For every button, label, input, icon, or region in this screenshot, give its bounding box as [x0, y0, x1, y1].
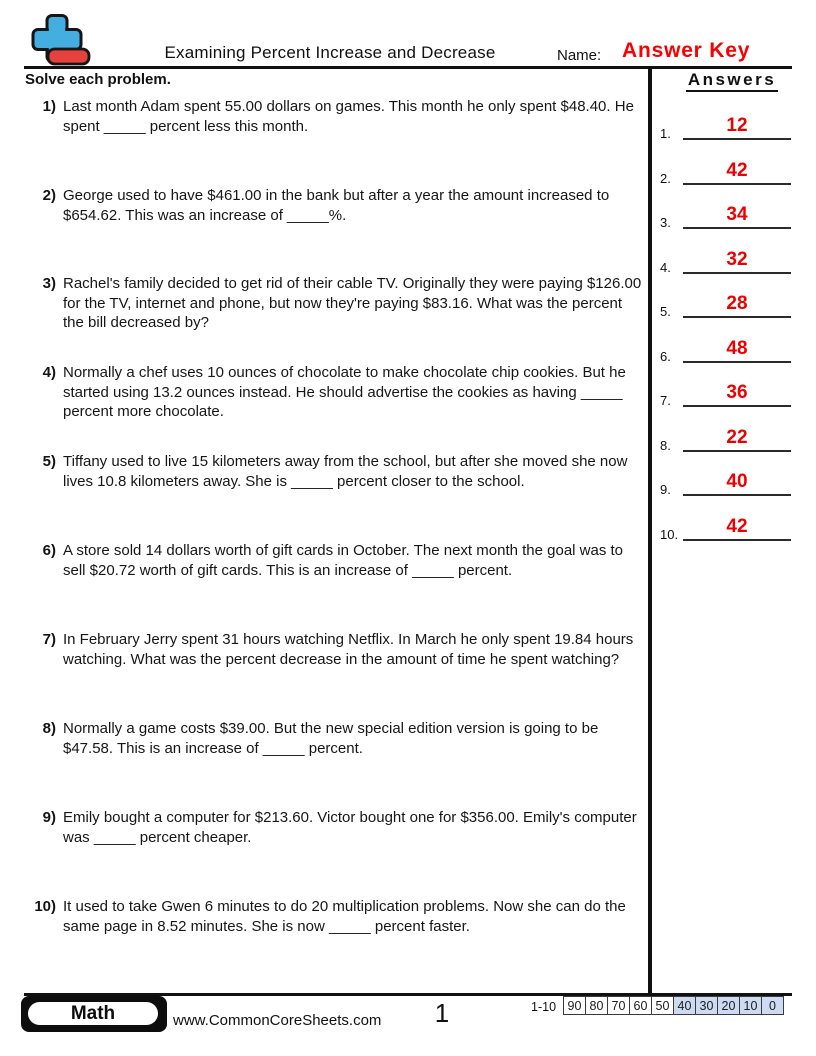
- answer-blank-line: [683, 450, 791, 452]
- problem-number: 4): [42, 364, 56, 381]
- problem-text: Last month Adam spent 55.00 dollars on games. This month he only spent $48.40. He spent _____ percent less this month.: [63, 98, 634, 135]
- answer-blank-line: [683, 405, 791, 407]
- problem-text: Tiffany used to live 15 kilometers away from the school, but after she moved she now lives 10.8 kilometers away. She is _____ percent closer to the school.: [63, 453, 628, 490]
- problem-item-5: [30, 452, 646, 491]
- answer-blank-line: [683, 494, 791, 496]
- answer-row-2: [657, 155, 807, 185]
- answer-number: 3.: [660, 215, 671, 230]
- answer-blank-line: [683, 183, 791, 185]
- answer-value: 42: [726, 159, 748, 181]
- subject-badge: [21, 996, 167, 1032]
- answer-value: 34: [726, 204, 748, 225]
- answer-blank-line: [683, 227, 791, 229]
- problem-item-1: [30, 97, 646, 136]
- answer-number: 4.: [660, 259, 671, 275]
- score-cell: 20: [717, 996, 740, 1015]
- answer-blank-line: [683, 316, 791, 318]
- problem-number: 7): [42, 631, 56, 648]
- header-divider-line: [24, 66, 792, 69]
- problem-text: A store sold 14 dollars worth of gift cards in October. The next month the goal was to sell $20.72 worth of gift cards. This is an increase of _____ percent.: [63, 542, 624, 579]
- problem-item-8: [30, 719, 646, 758]
- score-cell: 80: [585, 996, 608, 1015]
- problem-number: 10): [34, 898, 56, 915]
- answer-number: 6.: [660, 348, 671, 364]
- answers-column-divider: [648, 66, 652, 994]
- score-cell: 90: [563, 996, 586, 1015]
- answer-row-6: [657, 333, 807, 363]
- problem-item-6: [30, 541, 646, 580]
- answer-row-3: [657, 199, 807, 229]
- answer-row-4: [657, 244, 807, 274]
- answer-value: 12: [726, 115, 748, 136]
- problem-text: It used to take Gwen 6 minutes to do 20 multiplication problems. Now she can do the same page in 8.52 minutes. She is now _____ percent faster.: [63, 898, 626, 935]
- score-cell: 70: [607, 996, 630, 1015]
- answer-blank-line: [683, 539, 791, 541]
- page-title: Examining Percent Increase and Decrease: [164, 43, 496, 62]
- answer-value: 40: [726, 471, 748, 492]
- problem-number: 2): [42, 187, 56, 204]
- score-grid: [563, 996, 783, 1015]
- score-cell: 10: [739, 996, 762, 1015]
- problem-text: Normally a chef uses 10 ounces of chocolate to make chocolate chip cookies. But he started using 13.2 ounces instead. He should advertise the cookies as having _____ percent more chocolate.: [63, 364, 626, 421]
- problem-item-4: [30, 363, 646, 422]
- instructions-text: Solve each problem.: [25, 71, 171, 88]
- answer-blank-line: [683, 361, 791, 363]
- problem-text: Normally a game costs $39.00. But the new special edition version is going to be $47.58. This is an increase of _____ percent.: [63, 720, 599, 757]
- score-cell: 30: [695, 996, 718, 1015]
- answer-value: 22: [726, 426, 748, 448]
- answer-row-5: [657, 288, 807, 318]
- problem-text: Rachel's family decided to get rid of their cable TV. Originally they were paying $126.00 for the TV, internet and phone, but now they're paying $83.16. What was the percent the bill decreased by?: [63, 275, 642, 332]
- problem-text: Emily bought a computer for $213.60. Victor bought one for $356.00. Emily's computer was _____ percent cheaper.: [63, 809, 637, 846]
- subject-label: Math: [28, 1002, 158, 1025]
- answer-number: 2.: [660, 170, 671, 186]
- answer-value: 48: [726, 337, 748, 359]
- problem-number: 6): [42, 542, 56, 559]
- answer-value: 28: [726, 293, 748, 314]
- problem-text: In February Jerry spent 31 hours watching Netflix. In March he only spent 19.84 hours watching. What was the percent decrease in the amount of time he spent watching?: [63, 631, 634, 668]
- answer-value: 36: [726, 382, 748, 403]
- problem-number: 8): [42, 720, 56, 737]
- answer-number: 1.: [660, 126, 671, 141]
- problem-item-3: [30, 274, 646, 333]
- answer-row-9: [657, 466, 807, 496]
- answer-row-7: [657, 377, 807, 407]
- score-cell: 40: [673, 996, 696, 1015]
- score-range-label: 1-10: [531, 1000, 557, 1014]
- problem-number: 5): [42, 453, 56, 470]
- problem-item-10: [30, 897, 646, 936]
- answer-number: 9.: [660, 482, 671, 497]
- page-number: 1: [434, 998, 450, 1028]
- answer-blank-line: [683, 138, 791, 140]
- answer-row-8: [657, 422, 807, 452]
- problem-number: 3): [42, 275, 56, 292]
- answer-blank-line: [683, 272, 791, 274]
- answer-row-1: [657, 110, 807, 140]
- score-cell: 0: [761, 996, 784, 1015]
- problem-item-2: [30, 186, 646, 225]
- score-cell: 60: [629, 996, 652, 1015]
- answers-column-title: Answers: [657, 70, 807, 90]
- answer-number: 8.: [660, 437, 671, 453]
- website-url: www.CommonCoreSheets.com: [173, 1012, 382, 1029]
- problem-number: 1): [42, 98, 56, 115]
- name-label: Name:: [557, 47, 602, 64]
- answer-number: 5.: [660, 304, 671, 319]
- problem-text: George used to have $461.00 in the bank but after a year the amount increased to $654.62. This was an increase of _____%.: [63, 187, 610, 224]
- answer-number: 7.: [660, 393, 671, 408]
- problem-item-9: [30, 808, 646, 847]
- answer-row-10: [657, 511, 807, 541]
- score-cell: 50: [651, 996, 674, 1015]
- problem-item-7: [30, 630, 646, 669]
- answer-number: 10.: [660, 526, 679, 542]
- problem-number: 9): [42, 809, 56, 826]
- answer-value: 32: [726, 248, 748, 270]
- answer-key-text: Answer Key: [622, 39, 751, 62]
- answer-value: 42: [726, 515, 748, 537]
